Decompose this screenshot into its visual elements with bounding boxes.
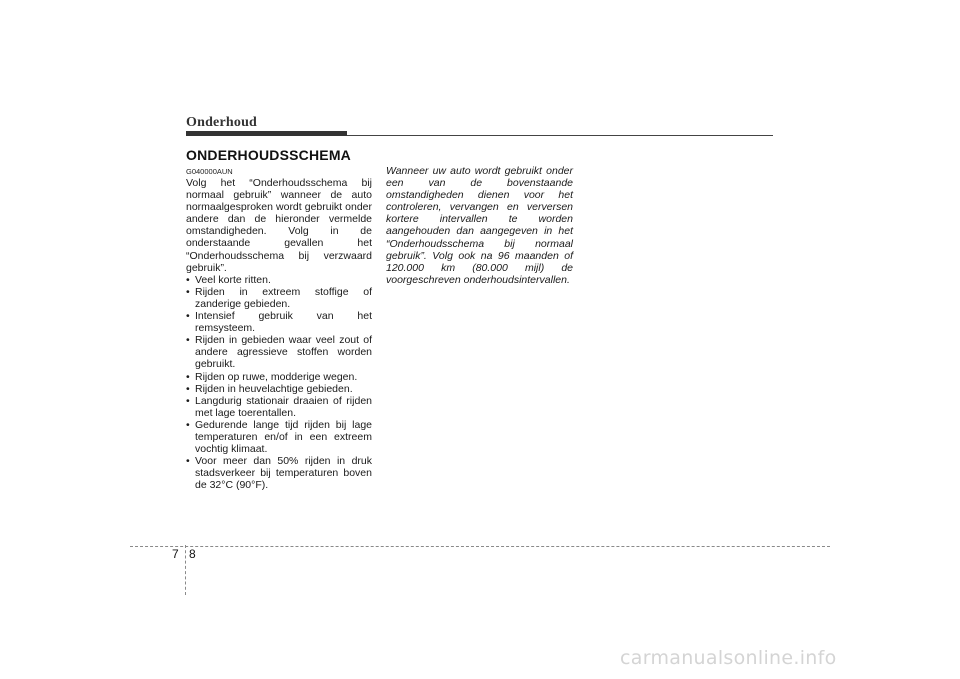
list-item-text: Intensief gebruik van het remsysteem. [195,310,372,335]
page-number: 8 [189,547,196,561]
note-paragraph: Wanneer uw auto wordt gebruikt onder een van de bovenstaande omstandigheden dienen voor het controleren, vervangen en verversen kortere intervallen te worden aangehouden dan aangegeven in het “Onderhoudsschema bij normaal gebruik”. Volg ook na 96 maanden of 120.000 km (80.000 mijl) de voorgeschreven onderhoudsintervallen. [386,165,573,286]
bullet-icon: • [186,285,190,298]
list-item-text: Rijden in extreem stoffige of zanderige gebieden. [195,285,372,310]
header-rule-bold [186,131,347,136]
bullet-icon: • [186,370,190,383]
list-item-text: Langdurig stationair draaien of rijden met lage toerentallen. [195,394,372,419]
bullet-icon: • [186,455,190,468]
footer-divider [130,546,830,547]
list-item-text: Rijden in heuvelachtige gebieden. [195,382,353,395]
bullet-icon: • [186,394,190,407]
bullet-icon: • [186,310,190,323]
left-column [186,167,372,491]
list-item [186,371,372,383]
section-code: G040000AUN [186,167,233,176]
conditions-list [186,274,372,492]
list-item [186,395,372,419]
list-item-text: Rijden op ruwe, modderige wegen. [195,370,358,383]
chapter-number: 7 [172,547,179,561]
bullet-icon: • [186,273,190,286]
chapter-title: Onderhoud [186,115,258,130]
bullet-icon: • [186,334,190,347]
list-item-text: Veel korte ritten. [195,273,271,286]
bullet-icon: • [186,418,190,431]
list-item [186,274,372,286]
bullet-icon: • [186,382,190,395]
list-item [186,334,372,370]
list-item [186,383,372,395]
intro-paragraph: Volg het “Onderhoudsschema bij normaal gebruik” wanneer de auto normaalgesproken wordt gebruikt onder andere dan de hieronder vermelde omstandigheden. Volg in de onderstaande gevallen het “Onderhoudsschema bij verzwaard gebruik”. [186,177,372,274]
list-item [186,419,372,455]
header-rule-thin [347,135,773,136]
watermark-text: carmanualsonline.info [620,647,837,669]
list-item [186,286,372,310]
list-item-text: Rijden in gebieden waar veel zout of andere agressieve stoffen worden gebruikt. [195,334,372,371]
list-item-text: Voor meer dan 50% rijden in druk stadsverkeer bij temperaturen boven de 32°C (90°F). [195,455,372,492]
footer-vertical-divider [185,545,186,595]
list-item [186,310,372,334]
section-title: ONDERHOUDSSCHEMA [186,147,351,163]
list-item [186,455,372,491]
list-item-text: Gedurende lange tijd rijden bij lage temperaturen en/of in een extreem vochtig klimaat. [195,418,372,456]
